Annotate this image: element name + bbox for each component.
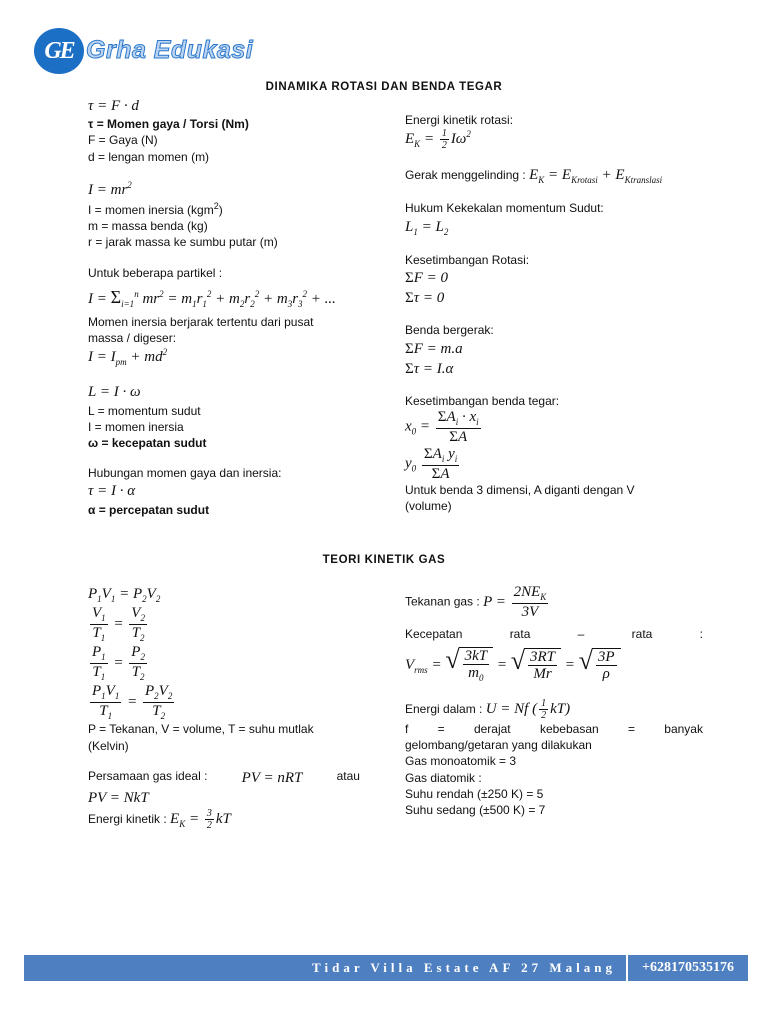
mass-label: m = massa benda (kg) — [88, 219, 208, 234]
x0-formula: $x_0$ = $\frac{\Sigma A_i \cdot x_i}{\Sigma A}$ — [405, 409, 479, 446]
mono-label: Gas monoatomik = 3 — [405, 754, 517, 769]
equilibrium-label: Kesetimbangan Rotasi: — [405, 252, 530, 267]
brand-name: Grha Edukasi — [86, 36, 254, 64]
ideal-gas-or: atau — [336, 768, 360, 783]
ptv-label-1: P = Tekanan, V = volume, T = suhu mutlak — [88, 722, 314, 737]
ek-rot-label: Energi kinetik rotasi: — [405, 113, 514, 127]
footer-bar — [24, 955, 748, 981]
ideal-gas-line — [88, 768, 360, 788]
f-def-word-1: f — [405, 721, 409, 736]
ek-gas-label: Energi kinetik : — [88, 812, 167, 827]
logo-emblem: GE — [34, 28, 84, 74]
rotation-right-column — [405, 112, 705, 514]
section-title-gas: TEORI KINETIK GAS — [322, 554, 446, 566]
torque-formula: τ = F · d — [88, 98, 139, 114]
rolling-formula: $E_K = E_{Krotasi} + E_{Ktranslasi}$ — [529, 167, 663, 186]
rolling-label: Gerak menggelinding : — [405, 168, 526, 183]
rigid-eq-label: Kesetimbangan benda tegar: — [405, 394, 560, 409]
f-def-word-2: = — [437, 721, 445, 736]
particles-label: Untuk beberapa partikel : — [88, 265, 223, 280]
pressure-label: Tekanan gas : — [405, 594, 480, 609]
speed-word-5: : — [699, 627, 703, 642]
parallel-label-2: massa / digeser: — [88, 331, 177, 346]
sum-inertia-formula: $I = \Sigma_{i=1}^n$ $mr^2 = m_1r_1^2 + m_2r_2^2 + m_3r_3^2$ + ... — [88, 286, 336, 309]
force-label: F = Gaya (N) — [88, 133, 158, 148]
pressure-formula: P = $\frac{2NE_K}{3V}$ — [483, 584, 547, 620]
ek-rot-formula: $E_K$ = $\frac{1}{2}$ $I\omega^2$ — [405, 128, 471, 152]
sum-force-zero: ΣF = 0 — [405, 269, 449, 286]
ptv-label-2: (Kelvin) — [88, 738, 129, 753]
torque-inertia-formula: τ = I · α — [88, 483, 136, 500]
di-label: Gas diatomik : — [405, 770, 482, 785]
ek-gas-formula: $E_K$ = $\frac{3}{2}$ kT — [170, 808, 231, 832]
torque-label: τ = Momen gaya / Torsi (Nm) — [88, 117, 249, 132]
speed-word-2: rata — [509, 627, 531, 642]
ideal-gas-formula: PV = nRT — [241, 769, 303, 786]
arm-label: d = lengan momen (m) — [88, 149, 210, 164]
internal-energy-label: Energi dalam : — [405, 701, 483, 716]
angular-momentum-formula: L = I · ω — [88, 384, 141, 401]
radius-label: r = jarak massa ke sumbu putar (m) — [88, 235, 278, 250]
inertia-label-line: I = momen inersia (kgm$^2$) — [88, 201, 223, 218]
sum-torque-Ia: Στ = I.α — [405, 360, 454, 377]
ideal-gas-formula-2: PV = NkT — [88, 790, 149, 807]
sum-torque-zero: Στ = 0 — [405, 290, 445, 307]
moving-label: Benda bergerak: — [405, 323, 494, 338]
gas-left-column — [88, 584, 360, 831]
rotation-left-column — [88, 96, 388, 518]
speed-word-4: rata — [631, 627, 653, 642]
f-def-line — [405, 721, 703, 737]
brand-logo — [34, 28, 264, 76]
parallel-axis-formula: $I = I_{pm} + md^2$ — [88, 347, 168, 368]
ideal-gas-label: Persamaan gas ideal : — [88, 768, 208, 783]
omega-label: ω = kecepatan sudut — [88, 436, 207, 451]
speed-word-1: Kecepatan — [405, 627, 463, 642]
gas-right-column — [405, 584, 703, 818]
f-def-word-3: derajat — [473, 721, 511, 736]
conservation-label: Hukum Kekekalan momentum Sudut: — [405, 201, 604, 216]
ek-gas-line — [88, 808, 360, 831]
gay-lussac-formula: $\frac{P_1}{T_1}$ = $\frac{P_2}{T_2}$ — [92, 643, 145, 682]
charles-formula: $\frac{V_1}{T_1}$ = $\frac{V_2}{T_2}$ — [92, 605, 145, 644]
volume-note-2: (volume) — [405, 499, 452, 514]
relation-label: Hubungan momen gaya dan inersia: — [88, 466, 282, 481]
f-def-word-6: banyak — [664, 721, 703, 736]
inertia-formula: $I = mr^2$ — [88, 179, 132, 198]
pressure-line — [405, 584, 703, 620]
footer-address: Tidar Villa Estate AF 27 Malang — [312, 960, 617, 976]
I-label: I = momen inersia — [88, 419, 184, 434]
speed-word-3: – — [577, 627, 585, 642]
low-temp-label: Suhu rendah (±250 K) = 5 — [405, 786, 544, 801]
boyle-formula: $P_1V_1 = P_2V_2$ — [88, 586, 161, 604]
sum-force-ma: ΣF = m.a — [405, 340, 463, 357]
f-def-2: gelombang/getaran yang dilakukan — [405, 738, 592, 753]
parallel-label-1: Momen inersia berjarak tertentu dari pusat — [88, 314, 314, 329]
L-label: L = momentum sudut — [88, 403, 201, 418]
conservation-formula: $L_1 = L_2$ — [405, 218, 449, 237]
y0-formula: $y_0$ $\frac{\Sigma A_i y_i}{\Sigma A}$ — [405, 445, 458, 482]
internal-energy-line — [405, 698, 703, 721]
inertia-label: I = momen inersia (kgm — [88, 203, 214, 218]
f-def-word-4: kebebasan — [539, 721, 599, 736]
vrms-formula: $V_{rms}$ = √ $\frac{3kT}{m_0}$ = √ $\frac{3RT}{Mr}$ = √ $\frac{3P}{\rho}$ — [405, 647, 703, 684]
speed-label-line — [405, 626, 703, 642]
rolling-line — [405, 165, 705, 186]
mid-temp-label: Suhu sedang (±500 K) = 7 — [405, 802, 546, 817]
internal-energy-formula: U = Nf ( $\frac{1}{2}$ kT) — [485, 697, 571, 721]
alpha-label: α = percepatan sudut — [88, 502, 210, 517]
combined-gas-formula: $\frac{P_1V_1}{T_1}$ = $\frac{P_2V_2}{T_2}$ — [92, 682, 173, 721]
f-def-word-5: = — [627, 721, 635, 736]
footer-phone: +628170535176 — [642, 959, 734, 975]
volume-note-1: Untuk benda 3 dimensi, A diganti dengan V — [405, 483, 635, 498]
section-title-rotation: DINAMIKA ROTASI DAN BENDA TEGAR — [265, 81, 503, 93]
